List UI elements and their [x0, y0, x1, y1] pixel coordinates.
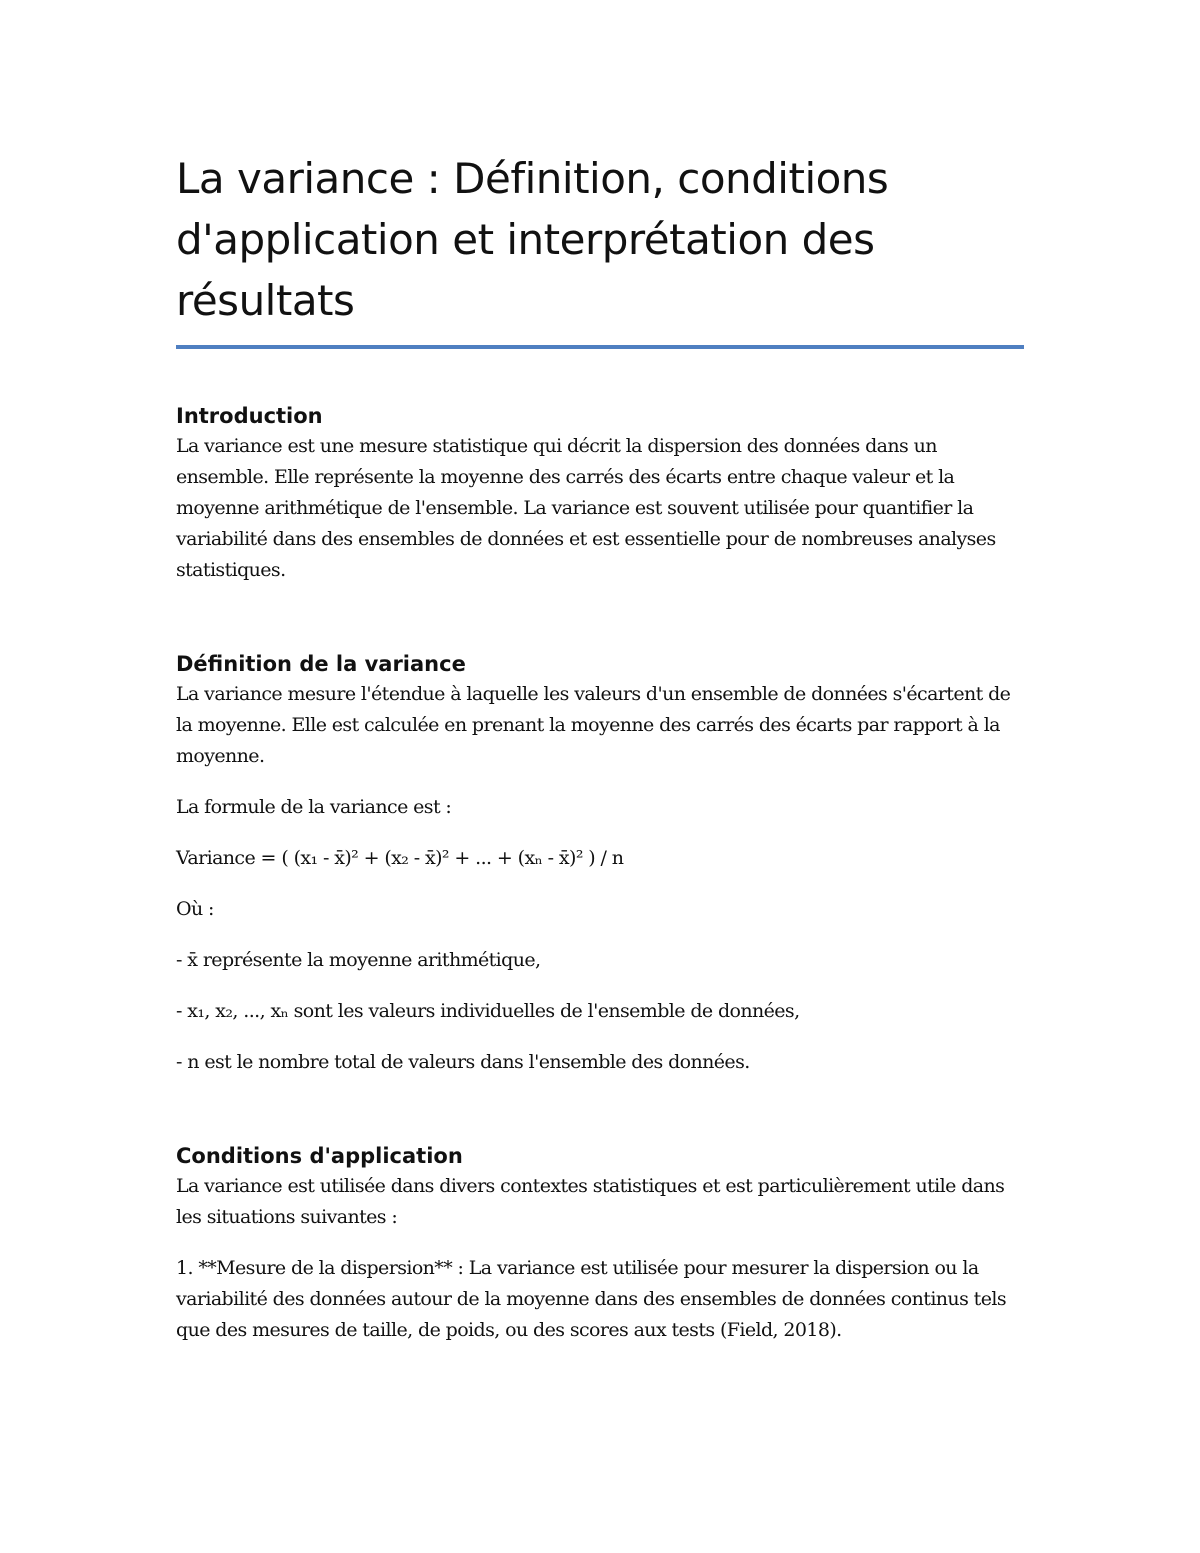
section-heading: Introduction — [176, 404, 323, 428]
paragraph: La variance est une mesure statistique qui décrit la dispersion des données dans un ensemble. Elle représente la moyenne des carrés des écarts entre chaque valeur et la moyenne arithmétique de l'ensemble. La variance est souvent utilisée pour quantifier la variabilité dans des ensembles de données et est essentielle pour de nombreuses analyses statistiques. — [176, 435, 996, 581]
definition-item: - x̄ représente la moyenne arithmétique, — [176, 949, 541, 971]
document-title: La variance : Définition, conditions d'application et interprétation des résultats — [176, 154, 889, 325]
paragraph: La variance est utilisée dans divers contextes statistiques et est particulièrement utile dans les situations suivantes : — [176, 1175, 1005, 1228]
title-underline — [176, 345, 1024, 349]
list-item: 1. **Mesure de la dispersion** : La variance est utilisée pour mesurer la dispersion ou la variabilité des données autour de la moyenne dans des ensembles de données continus tels que des mesures de taille, de poids, ou des scores aux tests (Field, 2018). — [176, 1257, 1006, 1341]
section-definition — [176, 649, 1024, 1078]
variance-formula: Variance = ( (x₁ - x̄)² + (x₂ - x̄)² + ... + (xₙ - x̄)² ) / n — [176, 847, 624, 869]
section-introduction — [176, 401, 1024, 586]
paragraph: La variance mesure l'étendue à laquelle les valeurs d'un ensemble de données s'écartent de la moyenne. Elle est calculée en prenant la moyenne des carrés des écarts par rapport à la moyenne. — [176, 683, 1011, 767]
section-heading: Conditions d'application — [176, 1144, 463, 1168]
document-page — [176, 148, 1024, 1346]
section-heading: Définition de la variance — [176, 652, 466, 676]
paragraph: La formule de la variance est : — [176, 796, 452, 818]
section-conditions — [176, 1141, 1024, 1346]
definition-item: - x₁, x₂, ..., xₙ sont les valeurs individuelles de l'ensemble de données, — [176, 1000, 800, 1022]
definition-item: - n est le nombre total de valeurs dans l'ensemble des données. — [176, 1051, 750, 1073]
paragraph: Où : — [176, 898, 214, 920]
